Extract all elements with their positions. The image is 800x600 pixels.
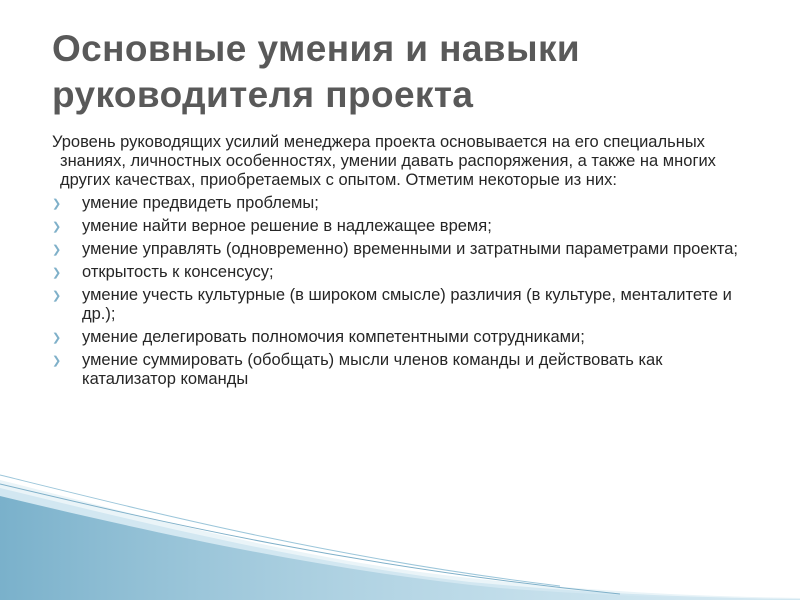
list-item-text: умение делегировать полномочия компетентными сотрудниками; (82, 328, 585, 346)
bullet-list (52, 194, 742, 389)
list-item (52, 217, 742, 236)
chevron-bullet-icon: ❯ (52, 267, 62, 279)
list-item (52, 194, 742, 213)
list-item-text: открытость к консенсусу; (82, 263, 274, 281)
list-item-text: умение найти верное решение в надлежащее время; (82, 217, 492, 235)
intro-paragraph: Уровень руководящих усилий менеджера проекта основывается на его специальных знаниях, личностных особенностях, умении давать распоряжения, а также на многих других качествах, приобретаемых с опытом. Отметим некоторые из них: (52, 133, 716, 189)
slide-title: Основные умения и навыки руководителя проекта (52, 28, 581, 115)
chevron-bullet-icon: ❯ (52, 221, 62, 233)
list-item (52, 263, 742, 282)
list-item-text: умение суммировать (обобщать) мысли членов команды и действовать как катализатор команды (82, 351, 663, 388)
slide-body (52, 133, 742, 393)
list-item (52, 286, 742, 324)
list-item (52, 328, 742, 347)
list-item-text: умение предвидеть проблемы; (82, 194, 319, 212)
chevron-bullet-icon: ❯ (52, 355, 62, 367)
decorative-wave-graphic (0, 470, 800, 600)
chevron-bullet-icon: ❯ (52, 290, 62, 302)
list-item (52, 351, 742, 389)
list-item (52, 240, 742, 259)
list-item-text: умение управлять (одновременно) временными и затратными параметрами проекта; (82, 240, 739, 258)
chevron-bullet-icon: ❯ (52, 198, 62, 210)
chevron-bullet-icon: ❯ (52, 244, 62, 256)
list-item-text: умение учесть культурные (в широком смысле) различия (в культуре, менталитете и др.); (82, 286, 732, 323)
chevron-bullet-icon: ❯ (52, 332, 62, 344)
